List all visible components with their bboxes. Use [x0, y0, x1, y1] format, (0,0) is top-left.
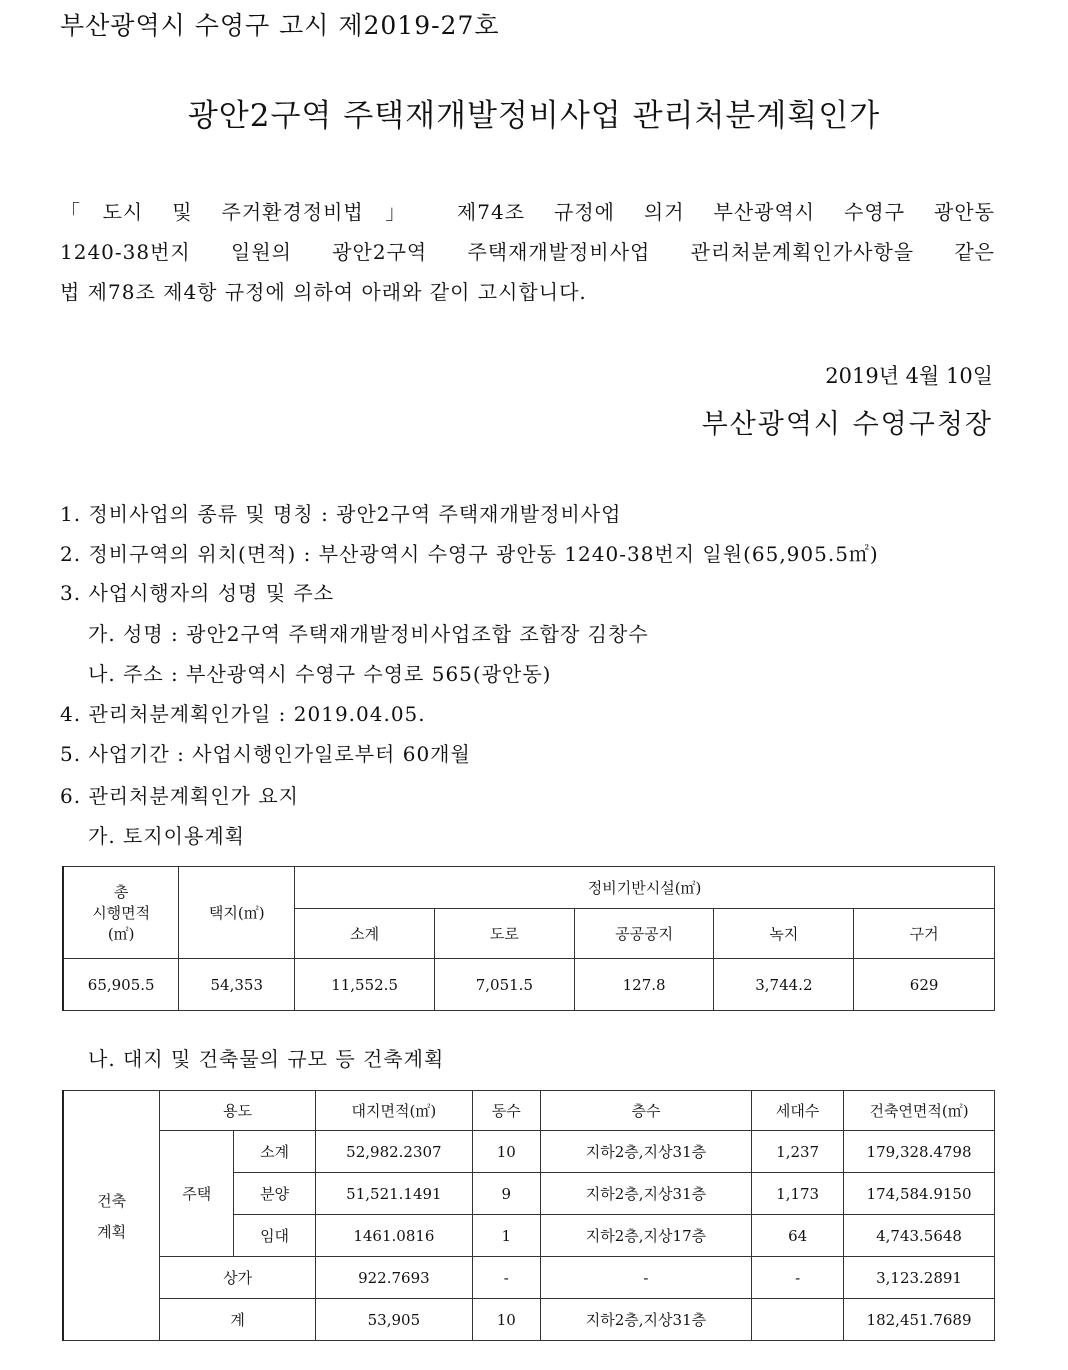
- table-cell: 65,905.5: [63, 959, 179, 1011]
- table-cell: 1461.0816: [315, 1215, 472, 1257]
- header-buildings: 동수: [472, 1091, 540, 1131]
- table-cell: 64: [752, 1215, 844, 1257]
- notice-date: 2019년 4월 10일: [825, 364, 993, 388]
- table-cell: -: [540, 1257, 752, 1299]
- table-cell: 지하2층,지상31층: [540, 1173, 752, 1215]
- table-cell: 53,905: [315, 1299, 472, 1341]
- header-ditch: 구거: [854, 909, 995, 959]
- table-cell: 지하2층,지상17층: [540, 1215, 752, 1257]
- header-total-area: 총 시행면적 (㎡): [63, 867, 179, 959]
- item-2: 2. 정비구역의 위치(면적) : 부산광역시 수영구 광안동 1240-38번지 일원(65,905.5㎡): [60, 542, 879, 566]
- header-use: 용도: [160, 1091, 316, 1131]
- item-3-name: 가. 성명 : 광안2구역 주택재개발정비사업조합 조합장 김창수: [88, 622, 649, 646]
- table-cell: 629: [854, 959, 995, 1011]
- table-cell: 11,552.5: [295, 959, 435, 1011]
- row-label: 분양: [234, 1173, 316, 1215]
- table-cell: 174,584.9150: [844, 1173, 995, 1215]
- signature: 부산광역시 수영구청장: [701, 409, 993, 440]
- table-cell: [752, 1299, 844, 1341]
- table-cell: 51,521.1491: [315, 1173, 472, 1215]
- table-cell: 10: [472, 1131, 540, 1173]
- table-cell: 10: [472, 1299, 540, 1341]
- intro-line-1: 「도시 및 주거환경정비법」 제74조 규정에 의거 부산광역시 수영구 광안동: [60, 200, 995, 224]
- table-cell: 1,173: [752, 1173, 844, 1215]
- header-road: 도로: [434, 909, 574, 959]
- table-cell: 52,982.2307: [315, 1131, 472, 1173]
- table-cell: 3,123.2891: [844, 1257, 995, 1299]
- page-title: 광안2구역 주택재개발정비사업 관리처분계획인가: [187, 98, 881, 134]
- building-plan-table: [62, 1090, 995, 1341]
- building-plan-label: 건축 계획: [63, 1091, 160, 1341]
- table-cell: 1: [472, 1215, 540, 1257]
- table-row: [63, 1299, 995, 1341]
- item-3: 3. 사업시행자의 성명 및 주소: [60, 581, 335, 605]
- notice-number: 부산광역시 수영구 고시 제2019-27호: [60, 11, 500, 40]
- header-public-space: 공공공지: [574, 909, 714, 959]
- table-cell: 127.8: [574, 959, 714, 1011]
- table-row: [63, 1257, 995, 1299]
- item-6-land-plan: 가. 토지이용계획: [88, 824, 245, 848]
- intro-line-3: 법 제78조 제4항 규정에 의하여 아래와 같이 고시합니다.: [60, 280, 587, 304]
- table-cell: 54,353: [179, 959, 295, 1011]
- header-floors: 층수: [540, 1091, 752, 1131]
- table-cell: 지하2층,지상31층: [540, 1131, 752, 1173]
- item-5: 5. 사업기간 : 사업시행인가일로부터 60개월: [60, 742, 471, 766]
- table-row: [63, 1131, 995, 1173]
- item-6: 6. 관리처분계획인가 요지: [60, 784, 299, 808]
- item-1: 1. 정비사업의 종류 및 명칭 : 광안2구역 주택재개발정비사업: [60, 502, 622, 526]
- header-site-area: 대지면적(㎡): [315, 1091, 472, 1131]
- housing-label: 주택: [160, 1131, 234, 1257]
- row-label: 계: [160, 1299, 316, 1341]
- table-cell: 7,051.5: [434, 959, 574, 1011]
- table-cell: 9: [472, 1173, 540, 1215]
- table-cell: 182,451.7689: [844, 1299, 995, 1341]
- table-cell: -: [472, 1257, 540, 1299]
- header-subtotal: 소계: [295, 909, 435, 959]
- header-floor-area: 건축연면적(㎡): [844, 1091, 995, 1131]
- table-cell: 1,237: [752, 1131, 844, 1173]
- row-label: 소계: [234, 1131, 316, 1173]
- header-green: 녹지: [714, 909, 854, 959]
- table-cell: 179,328.4798: [844, 1131, 995, 1173]
- item-4: 4. 관리처분계획인가일 : 2019.04.05.: [60, 702, 426, 726]
- header-households: 세대수: [752, 1091, 844, 1131]
- row-label: 상가: [160, 1257, 316, 1299]
- header-infrastructure: 정비기반시설(㎡): [295, 867, 995, 909]
- item-3-address: 나. 주소 : 부산광역시 수영구 수영로 565(광안동): [88, 662, 552, 686]
- intro-line-2: 1240-38번지 일원의 광안2구역 주택재개발정비사업 관리처분계획인가사항을 같은: [60, 240, 995, 264]
- table-cell: 3,744.2: [714, 959, 854, 1011]
- land-use-table: [62, 866, 995, 1011]
- header-site: 택지(㎡): [179, 867, 295, 959]
- row-label: 임대: [234, 1215, 316, 1257]
- table-cell: -: [752, 1257, 844, 1299]
- table-cell: 4,743.5648: [844, 1215, 995, 1257]
- item-6-building-plan: 나. 대지 및 건축물의 규모 등 건축계획: [88, 1047, 445, 1071]
- table-cell: 922.7693: [315, 1257, 472, 1299]
- table-cell: 지하2층,지상31층: [540, 1299, 752, 1341]
